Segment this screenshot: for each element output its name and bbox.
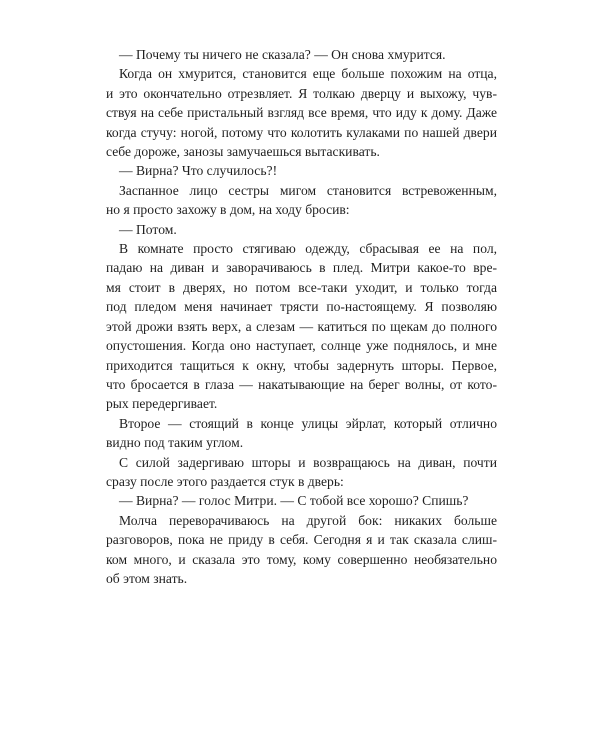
- text-line: рых передергивает.: [106, 396, 218, 412]
- text-line: Второе — стоящий в конце улицы эйрлат, который отлично: [119, 415, 497, 431]
- text-line: — Вирна? — голос Митри. — С тобой все хорошо? Спишь?: [119, 493, 469, 509]
- text-line: Молча переворачиваюсь на другой бок: никаких больше: [119, 512, 497, 528]
- text-line: — Потом.: [119, 221, 177, 237]
- paragraph: [106, 181, 497, 220]
- paragraph: [106, 511, 497, 589]
- paragraph: [106, 491, 497, 510]
- paragraph: [106, 453, 497, 492]
- text-line: падаю на диван и заворачиваюсь в плед. Митри какое-то вре-: [106, 260, 497, 276]
- text-line: этой дрожи взять верх, а слезам — катиться по щекам до полного: [106, 318, 497, 334]
- text-line: ствуя на себе пристальный взгляд все время, что иду к дому. Даже: [106, 105, 497, 121]
- paragraph: [106, 161, 497, 180]
- text-line: В комнате просто стягиваю одежду, сбрасывая ее на пол,: [119, 241, 497, 257]
- text-line: мя стоит в дверях, но потом все-таки уходит, и только тогда: [106, 279, 497, 295]
- paragraph: [106, 64, 497, 161]
- text-line: когда стучу: ногой, потому что колотить кулаками по нашей двери: [106, 124, 497, 140]
- paragraph: [106, 45, 497, 64]
- text-line: С силой задергиваю шторы и возвращаюсь на диван, почти: [119, 454, 497, 470]
- body-text: [106, 45, 497, 588]
- text-line: приходится тащиться к окну, чтобы задернуть шторы. Первое,: [106, 357, 497, 373]
- text-line: сразу после этого раздается стук в дверь:: [106, 473, 344, 489]
- text-line: — Вирна? Что случилось?!: [119, 163, 278, 179]
- paragraph: [106, 414, 497, 453]
- text-line: ком много, и сказала это тому, кому совершенно необязательно: [106, 551, 497, 567]
- text-line: — Почему ты ничего не сказала? — Он снова хмурится.: [119, 47, 446, 62]
- text-line: Заспанное лицо сестры мигом становится встревоженным,: [119, 182, 497, 198]
- text-line: разговоров, пока не приду в себя. Сегодня я и так сказала слиш-: [106, 532, 497, 548]
- paragraph: [106, 220, 497, 239]
- text-line: опустошения. Когда оно наступает, солнце уже поднялось, и мне: [106, 338, 497, 354]
- text-line: и это окончательно отрезвляет. Я толкаю дверцу и выхожу, чув-: [106, 85, 497, 101]
- paragraph: [106, 239, 497, 414]
- text-line: но я просто захожу в дом, на ходу бросив:: [106, 202, 350, 218]
- text-line: что бросается в глаза — накатывающие на берег волны, от кото-: [106, 376, 497, 392]
- text-line: Когда он хмурится, становится еще больше похожим на отца,: [119, 66, 497, 82]
- text-line: видно под таким углом.: [106, 435, 244, 451]
- text-line: под пледом меня начинает трясти по-настоящему. Я позволяю: [106, 299, 497, 315]
- text-line: себе дороже, занозы замучаешься вытаскивать.: [106, 144, 380, 160]
- text-line: об этом знать.: [106, 570, 188, 586]
